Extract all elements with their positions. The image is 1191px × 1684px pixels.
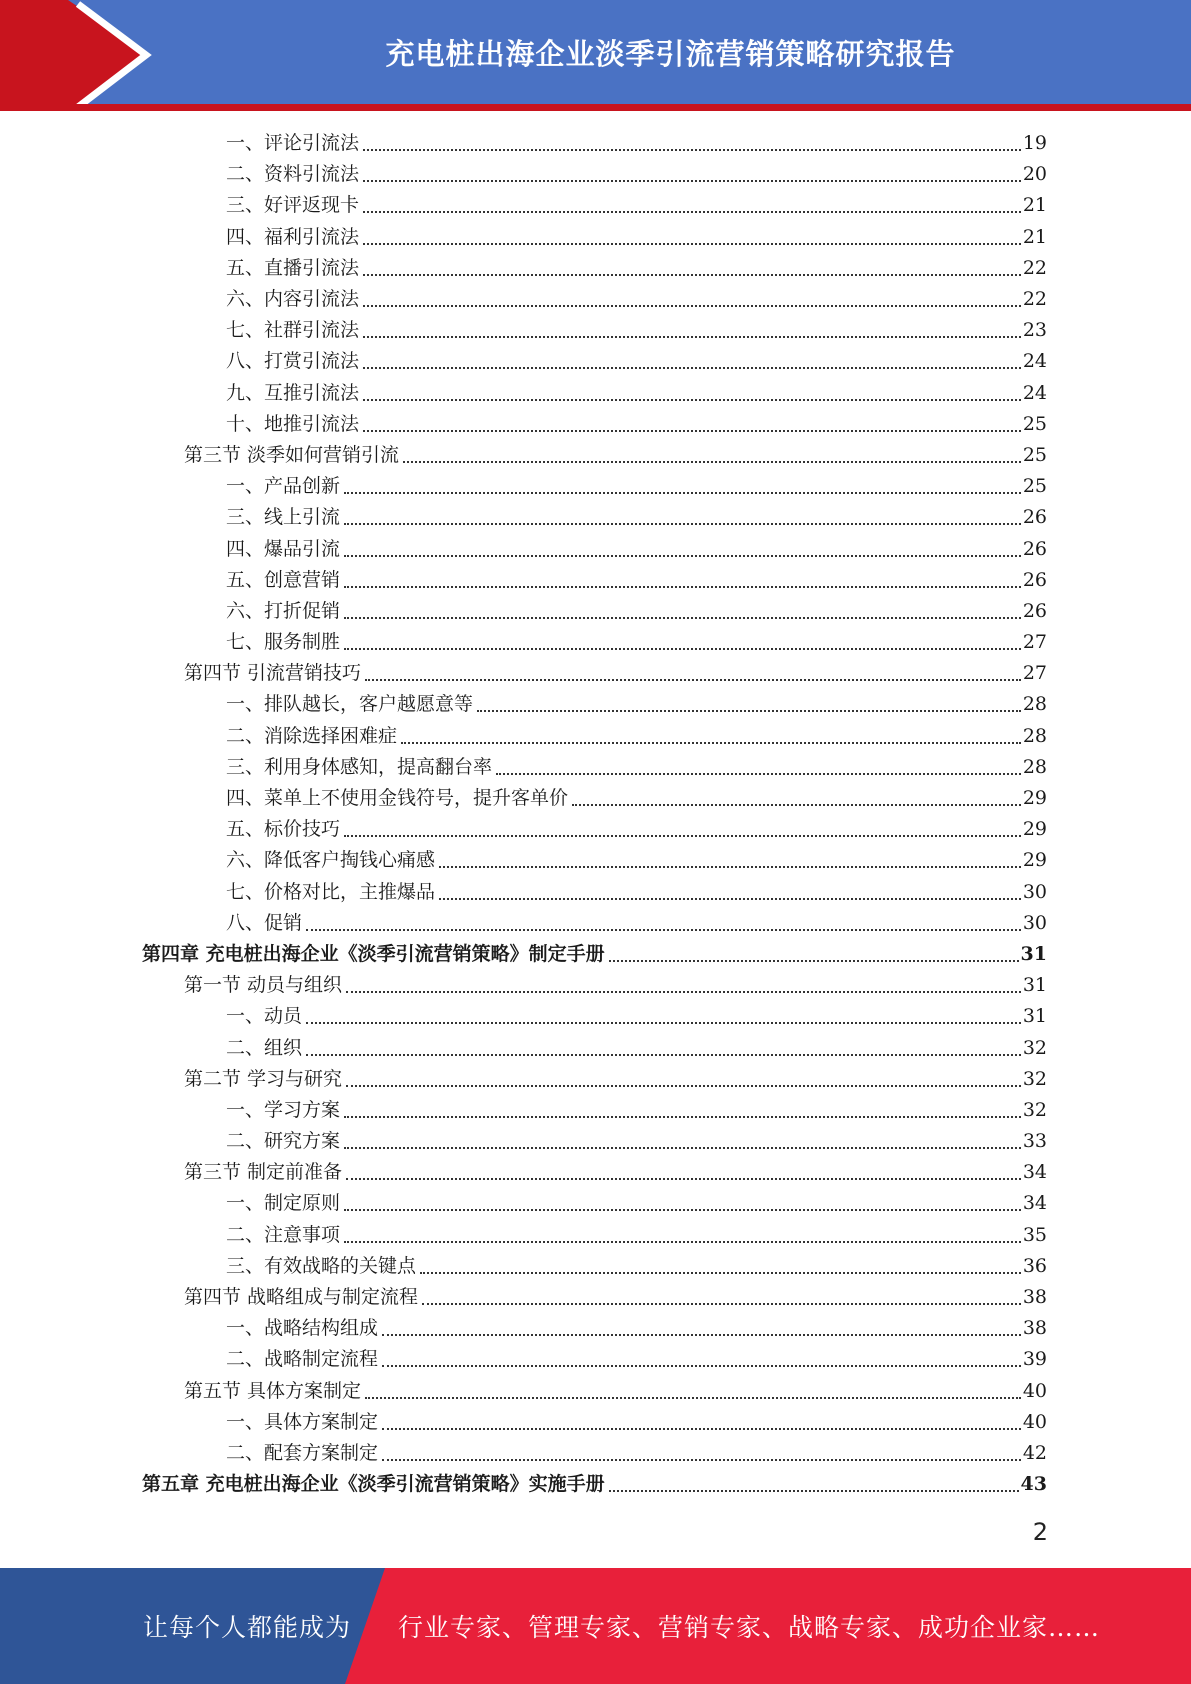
toc-dot-leader [344,1115,1021,1118]
toc-item-entry[interactable] [0,908,1047,939]
toc-dot-leader [363,148,1021,151]
footer-slogan-left: 让每个人都能成为 [143,1613,352,1642]
toc-dot-leader [344,647,1021,650]
toc-entry-title: 第二节 学习与研究 [184,1067,343,1090]
toc-entry-page: 34 [1022,1192,1047,1215]
toc-entry-title: 第三节 淡季如何营销引流 [184,443,400,466]
toc-entry-page: 36 [1022,1254,1047,1277]
toc-section-entry[interactable] [0,1064,1047,1095]
toc-section-entry[interactable] [0,970,1047,1001]
toc-entry-title: 七、价格对比，主推爆品 [226,880,436,903]
toc-item-entry[interactable] [0,1095,1047,1126]
toc-item-entry[interactable] [0,346,1047,377]
toc-chapter-entry[interactable] [0,939,1047,970]
toc-entry-page: 22 [1022,256,1047,279]
toc-item-entry[interactable] [0,845,1047,876]
toc-entry-page: 43 [1020,1473,1047,1496]
toc-entry-page: 32 [1022,1036,1047,1059]
toc-entry-title: 第五章 充电桩出海企业《淡季引流营销策略》实施手册 [142,1473,605,1496]
toc-entry-title: 二、消除选择困难症 [226,724,398,747]
toc-entry-page: 29 [1022,849,1047,872]
toc-entry-title: 二、组织 [226,1036,303,1059]
toc-item-entry[interactable] [0,877,1047,908]
toc-entry-page: 31 [1020,942,1047,965]
toc-dot-leader [346,990,1021,993]
toc-dot-leader [439,897,1021,900]
toc-entry-title: 第四节 引流营销技巧 [184,662,362,685]
toc-entry-page: 29 [1022,818,1047,841]
toc-entry-title: 三、线上引流 [226,506,341,529]
toc-dot-leader [363,210,1021,213]
toc-entry-title: 三、好评返现卡 [226,194,360,217]
toc-item-entry[interactable] [0,1313,1047,1344]
toc-item-entry[interactable] [0,565,1047,596]
toc-entry-page: 31 [1022,1005,1047,1028]
toc-dot-leader [306,1021,1021,1024]
toc-dot-leader [346,1084,1021,1087]
page-header [0,0,1191,111]
toc-item-entry[interactable] [0,284,1047,315]
toc-item-entry[interactable] [0,1220,1047,1251]
toc-item-entry[interactable] [0,1126,1047,1157]
toc-entry-page: 24 [1022,381,1047,404]
toc-entry-page: 25 [1022,475,1047,498]
toc-item-entry[interactable] [0,752,1047,783]
toc-entry-title: 第五节 具体方案制定 [184,1379,362,1402]
toc-item-entry[interactable] [0,315,1047,346]
document-title: 充电桩出海企业淡季引流营销策略研究报告 [385,36,956,71]
toc-item-entry[interactable] [0,1251,1047,1282]
toc-entry-page: 30 [1022,911,1047,934]
toc-entry-title: 二、注意事项 [226,1223,341,1246]
toc-entry-title: 三、利用身体感知，提高翻台率 [226,755,493,778]
toc-dot-leader [363,242,1021,245]
toc-entry-page: 25 [1022,443,1047,466]
toc-entry-page: 20 [1022,163,1047,186]
toc-dot-leader [306,1053,1021,1056]
toc-dot-leader [609,959,1019,962]
toc-item-entry[interactable] [0,502,1047,533]
toc-item-entry[interactable] [0,409,1047,440]
toc-entry-page: 40 [1022,1410,1047,1433]
toc-item-entry[interactable] [0,783,1047,814]
toc-dot-leader [363,179,1021,182]
toc-item-entry[interactable] [0,533,1047,564]
toc-dot-leader [439,865,1021,868]
toc-entry-title: 第四章 充电桩出海企业《淡季引流营销策略》制定手册 [142,942,605,965]
toc-item-entry[interactable] [0,471,1047,502]
toc-dot-leader [365,678,1021,681]
toc-entry-page: 33 [1022,1130,1047,1153]
toc-entry-title: 一、学习方案 [226,1098,341,1121]
toc-dot-leader [496,772,1021,775]
toc-item-entry[interactable] [0,596,1047,627]
toc-entry-title: 一、排队越长，客户越愿意等 [226,693,474,716]
toc-entry-title: 八、促销 [226,911,303,934]
page-number: 2 [1032,1518,1048,1546]
toc-section-entry[interactable] [0,1282,1047,1313]
toc-entry-title: 六、内容引流法 [226,288,360,311]
toc-item-entry[interactable] [0,1407,1047,1438]
footer-slogan-right: 行业专家、管理专家、营销专家、战略专家、成功企业家…… [398,1613,1101,1642]
toc-dot-leader [344,522,1021,525]
toc-dot-leader [401,741,1021,744]
toc-entry-page: 27 [1022,662,1047,685]
toc-section-entry[interactable] [0,1157,1047,1188]
toc-entry-title: 第三节 制定前准备 [184,1161,343,1184]
toc-entry-page: 38 [1022,1286,1047,1309]
toc-entry-title: 五、创意营销 [226,568,341,591]
toc-entry-page: 26 [1022,537,1047,560]
toc-entry-title: 一、战略结构组成 [226,1317,379,1340]
toc-entry-page: 26 [1022,599,1047,622]
toc-entry-page: 30 [1022,880,1047,903]
toc-dot-leader [344,491,1021,494]
toc-entry-page: 24 [1022,350,1047,373]
toc-item-entry[interactable] [0,814,1047,845]
toc-entry-page: 19 [1022,132,1047,155]
toc-entry-title: 六、打折促销 [226,599,341,622]
toc-entry-page: 25 [1022,412,1047,435]
toc-dot-leader [609,1489,1019,1492]
toc-item-entry[interactable] [0,378,1047,409]
toc-entry-title: 六、降低客户掏钱心痛感 [226,849,436,872]
toc-entry-page: 28 [1022,693,1047,716]
toc-item-entry[interactable] [0,253,1047,284]
toc-item-entry[interactable] [0,1001,1047,1032]
toc-entry-page: 26 [1022,506,1047,529]
toc-dot-leader [344,554,1021,557]
toc-entry-title: 五、直播引流法 [226,256,360,279]
toc-item-entry[interactable] [0,1032,1047,1063]
toc-entry-title: 一、产品创新 [226,475,341,498]
toc-entry-page: 42 [1022,1441,1047,1464]
toc-dot-leader [344,616,1021,619]
toc-item-entry[interactable] [0,1438,1047,1469]
toc-dot-leader [382,1364,1021,1367]
toc-item-entry[interactable] [0,689,1047,720]
toc-dot-leader [382,1458,1021,1461]
toc-section-entry[interactable] [0,440,1047,471]
toc-dot-leader [346,1177,1021,1180]
toc-entry-title: 第四节 战略组成与制定流程 [184,1286,419,1309]
toc-dot-leader [382,1333,1021,1336]
toc-entry-title: 第一节 动员与组织 [184,974,343,997]
toc-dot-leader [344,1240,1021,1243]
toc-entry-page: 28 [1022,724,1047,747]
toc-item-entry[interactable] [0,721,1047,752]
toc-entry-page: 32 [1022,1098,1047,1121]
toc-entry-title: 四、爆品引流 [226,537,341,560]
toc-dot-leader [422,1302,1021,1305]
toc-entry-title: 一、具体方案制定 [226,1410,379,1433]
toc-item-entry[interactable] [0,159,1047,190]
toc-dot-leader [306,928,1021,931]
toc-dot-leader [572,803,1021,806]
toc-entry-page: 32 [1022,1067,1047,1090]
toc-entry-page: 38 [1022,1317,1047,1340]
toc-section-entry[interactable] [0,1376,1047,1407]
toc-entry-title: 七、服务制胜 [226,631,341,654]
toc-dot-leader [420,1271,1021,1274]
toc-item-entry[interactable] [0,222,1047,253]
toc-dot-leader [344,1208,1021,1211]
toc-entry-title: 一、评论引流法 [226,132,360,155]
toc-section-entry[interactable] [0,658,1047,689]
toc-dot-leader [363,429,1021,432]
toc-entry-page: 39 [1022,1348,1047,1371]
toc-entry-title: 四、福利引流法 [226,225,360,248]
toc-entry-title: 九、互推引流法 [226,381,360,404]
toc-item-entry[interactable] [0,627,1047,658]
toc-entry-title: 七、社群引流法 [226,319,360,342]
table-of-contents [0,128,1191,1500]
toc-entry-page: 26 [1022,568,1047,591]
toc-entry-title: 五、标价技巧 [226,818,341,841]
toc-entry-page: 34 [1022,1161,1047,1184]
toc-dot-leader [363,304,1021,307]
toc-entry-title: 四、菜单上不使用金钱符号，提升客单价 [226,787,569,810]
toc-entry-page: 40 [1022,1379,1047,1402]
toc-entry-title: 一、制定原则 [226,1192,341,1215]
toc-entry-page: 21 [1022,225,1047,248]
toc-entry-title: 三、有效战略的关键点 [226,1254,417,1277]
toc-entry-title: 二、研究方案 [226,1130,341,1153]
toc-entry-page: 23 [1022,319,1047,342]
toc-dot-leader [365,1396,1021,1399]
toc-entry-page: 21 [1022,194,1047,217]
toc-dot-leader [363,273,1021,276]
toc-dot-leader [382,1427,1021,1430]
toc-dot-leader [344,585,1021,588]
toc-item-entry[interactable] [0,1344,1047,1375]
toc-dot-leader [363,398,1021,401]
toc-dot-leader [344,834,1021,837]
toc-dot-leader [363,366,1021,369]
toc-dot-leader [363,335,1021,338]
toc-entry-page: 28 [1022,755,1047,778]
toc-entry-title: 十、地推引流法 [226,412,360,435]
toc-entry-page: 27 [1022,631,1047,654]
toc-entry-page: 35 [1022,1223,1047,1246]
toc-dot-leader [403,460,1021,463]
toc-entry-page: 22 [1022,288,1047,311]
toc-entry-title: 二、资料引流法 [226,163,360,186]
page-footer [0,1568,1191,1684]
toc-entry-page: 29 [1022,787,1047,810]
toc-item-entry[interactable] [0,1188,1047,1219]
toc-entry-page: 31 [1022,974,1047,997]
toc-entry-title: 一、动员 [226,1005,303,1028]
toc-entry-title: 二、配套方案制定 [226,1441,379,1464]
toc-chapter-entry[interactable] [0,1469,1047,1500]
toc-dot-leader [477,709,1021,712]
toc-dot-leader [344,1146,1021,1149]
toc-entry-title: 八、打赏引流法 [226,350,360,373]
toc-item-entry[interactable] [0,128,1047,159]
toc-item-entry[interactable] [0,190,1047,221]
toc-entry-title: 二、战略制定流程 [226,1348,379,1371]
